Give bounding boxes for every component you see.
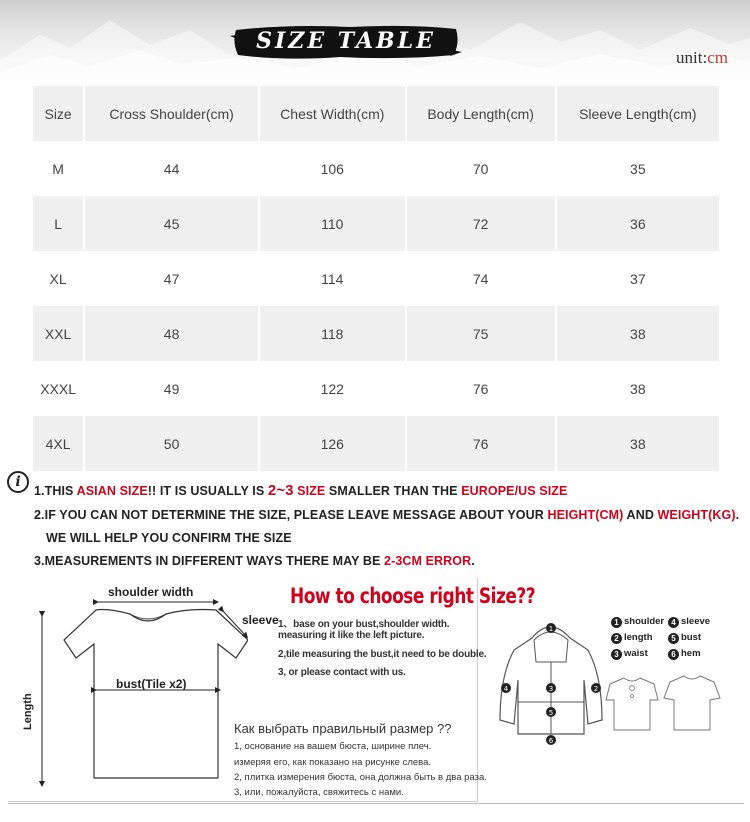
legend-label: shoulder [624, 616, 665, 627]
info-icon: i [7, 471, 29, 493]
table-cell: 75 [407, 306, 557, 361]
unit-prefix: unit: [676, 48, 708, 67]
russian-step: измеряя его, как показано на рисунке слева. [234, 757, 432, 768]
table-cell: 38 [557, 416, 719, 471]
note-text: SMALLER THAN THE [325, 484, 462, 498]
note-text: . [471, 554, 475, 568]
table-cell: 110 [260, 196, 407, 251]
table-cell: 44 [85, 141, 260, 196]
marker-4: 4 [503, 685, 509, 693]
note-highlight: 2-3CM ERROR [384, 554, 472, 568]
bottom-divider [8, 803, 744, 804]
header [0, 0, 750, 85]
howto-step: 2,tile measuring the bust,it need to be double. [278, 649, 487, 660]
table-row [33, 196, 719, 251]
table-cell: M [33, 141, 85, 196]
shirt-sketches [604, 674, 724, 734]
legend-number: 2 [611, 633, 622, 644]
legend-label: waist [624, 648, 648, 659]
note-text: AND [623, 508, 658, 522]
table-row [33, 251, 719, 306]
column-header: Size [33, 86, 85, 141]
legend-item [668, 648, 701, 660]
legend-label: hem [681, 648, 701, 659]
marker-1: 1 [548, 625, 554, 633]
note-text: 1.THIS [34, 484, 77, 498]
legend-item [668, 616, 710, 628]
hoodie-diagram [492, 616, 612, 746]
table-cell: 49 [85, 361, 260, 416]
column-header: Chest Width(cm) [260, 86, 407, 141]
legend-number: 4 [668, 617, 679, 628]
note-highlight: HEIGHT(CM) [547, 508, 624, 522]
russian-step: 1, основание на вашем бюста, ширине плеч. [234, 741, 432, 752]
size-table [33, 86, 719, 471]
legend-number: 1 [611, 617, 622, 628]
note-asian-size [34, 482, 567, 499]
note-text: 3.MEASUREMENTS IN DIFFERENT WAYS THERE MAY BE [34, 554, 385, 568]
table-cell: XXL [33, 306, 85, 361]
shoulder-width-label: shoulder width [108, 585, 194, 599]
table-cell: 114 [260, 251, 407, 306]
how-to-choose-title: How to choose right Size?? [290, 584, 536, 609]
legend-label: sleeve [681, 616, 711, 627]
note-highlight: EUROPE/US SIZE [461, 484, 568, 498]
table-cell: XL [33, 251, 85, 306]
unit-label [676, 48, 728, 68]
note-text: !! IT IS USUALLY IS [147, 484, 268, 498]
table-cell: 106 [260, 141, 407, 196]
size-table-title: SIZE TABLE [256, 28, 436, 54]
russian-step: 3, или, пожалуйста, свяжитесь с нами. [234, 787, 404, 798]
note-highlight: 2~3 [267, 482, 294, 499]
column-header: Body Length(cm) [407, 86, 557, 141]
table-cell: 118 [260, 306, 407, 361]
unit-value: cm [707, 48, 728, 67]
howto-step: 1、base on your bust,shoulder width. [278, 619, 450, 630]
table-row [33, 416, 719, 471]
measuring-guide [8, 578, 744, 802]
table-cell: 47 [85, 251, 260, 306]
marker-5: 5 [548, 709, 554, 717]
table-cell: L [33, 196, 85, 251]
marker-3: 3 [548, 685, 554, 693]
table-cell: 45 [85, 196, 260, 251]
column-header: Sleeve Length(cm) [557, 86, 719, 141]
column-header: Cross Shoulder(cm) [85, 86, 260, 141]
table-cell: 36 [557, 196, 719, 251]
table-cell: 122 [260, 361, 407, 416]
note-highlight: ASIAN SIZE [76, 484, 148, 498]
note-text: . [735, 508, 740, 522]
bust-label: bust(Tile x2) [116, 677, 187, 691]
table-row [33, 361, 719, 416]
table-row [33, 141, 719, 196]
legend-item [611, 616, 664, 628]
table-cell: 70 [407, 141, 557, 196]
howto-step: measuring it like the left picture. [278, 630, 425, 641]
russian-step: 2, плитка измерения бюста, она должна быть в два раза. [234, 772, 487, 783]
table-cell: 76 [407, 416, 557, 471]
table-cell: 50 [85, 416, 260, 471]
table-cell: 35 [630, 160, 646, 177]
legend-item [611, 648, 648, 660]
legend-label: bust [681, 632, 702, 643]
note-measurement-error [34, 554, 475, 568]
table-cell: 38 [557, 306, 719, 361]
legend-item [611, 632, 653, 644]
marker-2: 2 [593, 685, 599, 693]
legend-number: 5 [668, 633, 679, 644]
note-text: 2.IF YOU CAN NOT DETERMINE THE SIZE, PLEASE LEAVE MESSAGE ABOUT YOUR [34, 508, 548, 522]
note-highlight: SIZE [293, 484, 326, 498]
table-cell: 48 [85, 306, 260, 361]
legend-item [668, 632, 701, 644]
note-leave-message [34, 508, 739, 522]
table-cell: 38 [630, 380, 646, 397]
length-label: Length [22, 693, 34, 730]
table-cell: 76 [407, 361, 557, 416]
table-cell: 126 [260, 416, 407, 471]
howto-step: 3, or please contact with us. [278, 667, 406, 678]
table-cell: 4XL [33, 416, 85, 471]
table-cell: 74 [407, 251, 557, 306]
note-confirm-size: WE WILL HELP YOU CONFIRM THE SIZE [46, 531, 292, 545]
legend-number: 3 [611, 649, 622, 660]
table-cell: XXXL [33, 361, 85, 416]
sleeve-label: sleeve [242, 613, 279, 627]
table-cell: 72 [407, 196, 557, 251]
note-highlight: WEIGHT(KG) [657, 508, 736, 522]
table-header-row [33, 86, 719, 141]
legend-label: length [624, 632, 653, 643]
marker-6: 6 [548, 737, 554, 745]
russian-title: Как выбрать правильный размер ?? [234, 721, 452, 736]
legend-number: 6 [668, 649, 679, 660]
table-row [33, 306, 719, 361]
table-cell: 37 [630, 270, 646, 287]
